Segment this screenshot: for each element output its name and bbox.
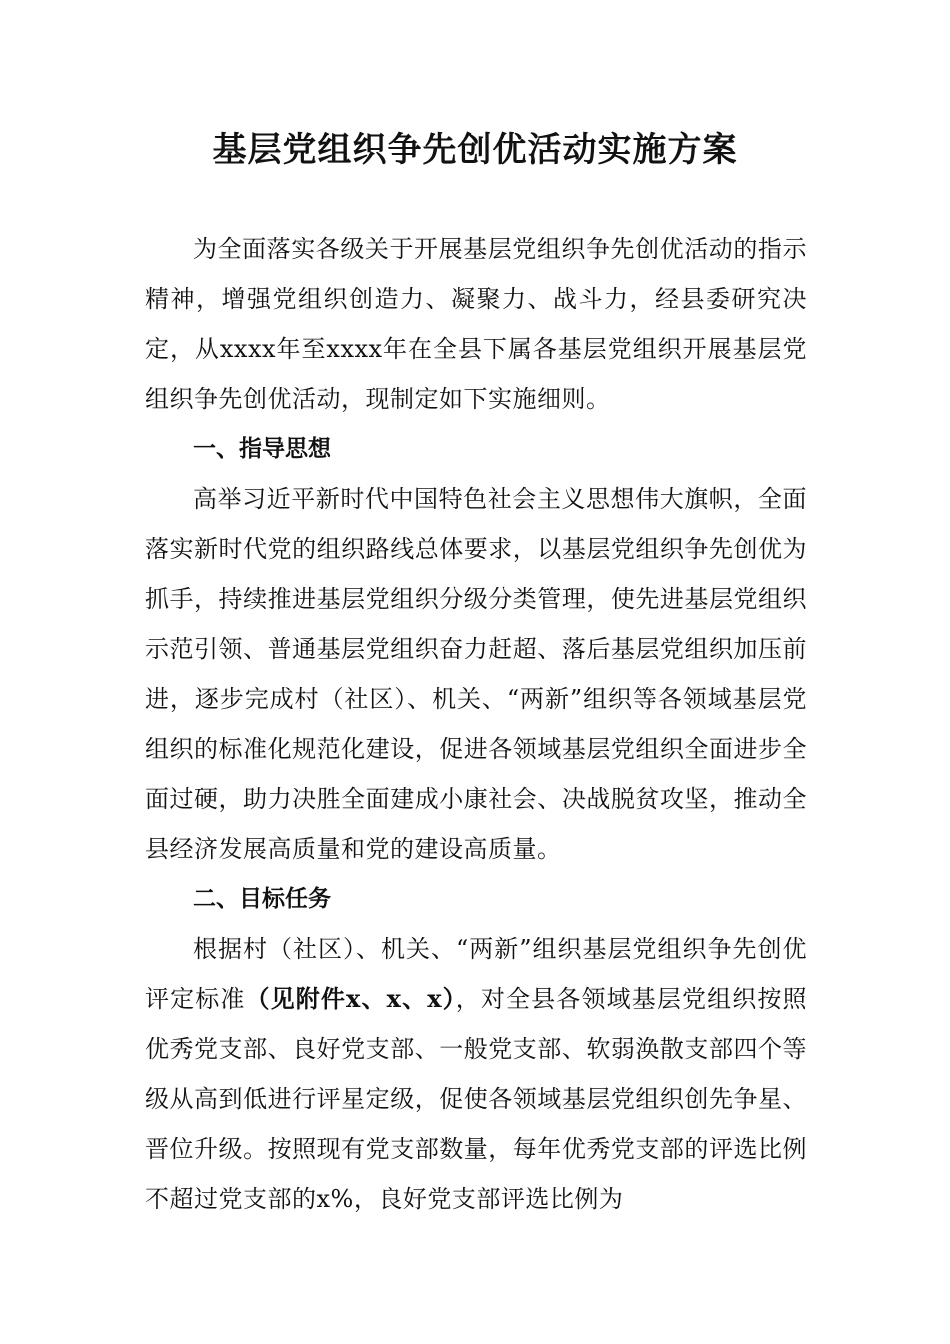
goals-tasks-paragraph bbox=[145, 924, 807, 1224]
intro-paragraph: 为全面落实各级关于开展基层党组织争先创优活动的指示精神，增强党组织创造力、凝聚力、战斗力，经县委研究决定，从xxxx年至xxxx年在全县下属各基层党组织开展基层党组织争先创优活动，现制定如下实施细则。 bbox=[145, 235, 807, 413]
guiding-ideology-paragraph: 高举习近平新时代中国特色社会主义思想伟大旗帜，全面落实新时代党的组织路线总体要求，以基层党组织争先创优为抓手，持续推进基层党组织分级分类管理，使先进基层党组织示范引领、普通基层党组织奋力赶超、落后基层党组织加压前进，逐步完成村（社区）、机关、“两新”组织等各领域基层党组织的标准化规范化建设，促进各领域基层党组织全面进步全面过硬，助力决胜全面建成小康社会、决战脱贫攻坚，推动全县经济发展高质量和党的建设高质量。 bbox=[145, 485, 807, 863]
attachment-reference: （见附件x、x、x） bbox=[245, 984, 456, 1013]
goals-tasks-text-part2: ，对全县各领域基层党组织按照优秀党支部、良好党支部、一般党支部、软弱涣散支部四个等级从高到低进行评星定级，促使各领域基层党组织创先争星、晋位升级。按照现有党支部数量，每年优秀党支部的评选比例不超过党支部的x%，良好党支部评选比例为 bbox=[145, 985, 807, 1213]
section-heading-goals-tasks: 二、目标任务 bbox=[193, 886, 331, 912]
section-heading-guiding-ideology: 一、指导思想 bbox=[193, 436, 331, 462]
goals-tasks-text-part1: 根据村（社区）、机关、“两新”组织基层党组织争先创优评定标准 bbox=[145, 935, 807, 1013]
document-title: 基层党组织争先创优活动实施方案 bbox=[212, 130, 738, 170]
document-body bbox=[145, 224, 807, 1224]
